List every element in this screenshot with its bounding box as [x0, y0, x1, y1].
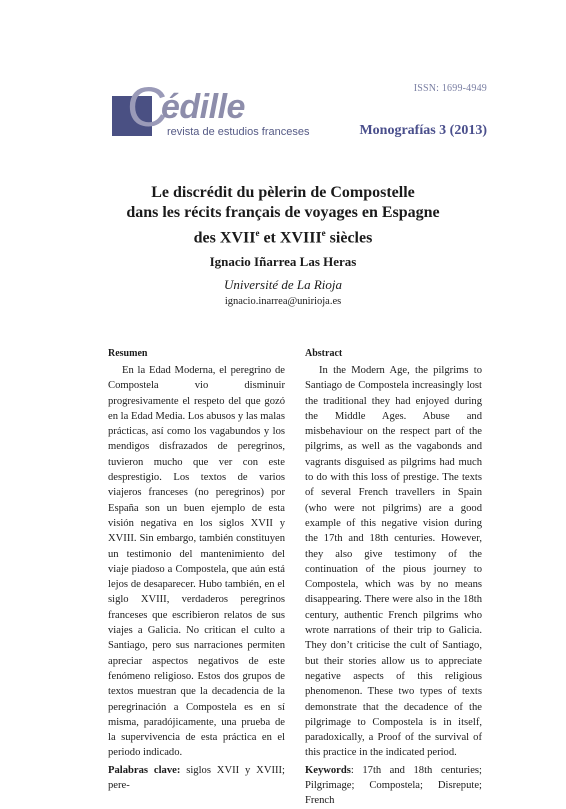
article-title	[60, 183, 506, 248]
logo-cedilla-c-mark: C	[127, 75, 168, 138]
resumen-body: En la Edad Moderna, el peregrino de Compostela vio disminuir progresivamente el respeto del que gozó en la Edad Media. Los abusos y las malas prácticas, así como los vagabundos y los mendigos disfrazados de peregrinos, tuvieron mucho que ver con este desprestigio. Los textos de varios viajeros franceses (no peregrinos) por España son un buen ejemplo de esta visión negativa en los siglos XVII y XVIII. Sin embargo, también constituyen un testimonio del mantenimiento del viaje piadoso a Compostela, que aún está lejos de desaparecer. Hubo también, en el siglo XVIII, verdaderos peregrinos franceses que escribieron relatos de sus viajes a Galicia. No critican el culto a Santiago, pero sus narraciones permiten apreciar aspectos negativos de este fenómeno religioso. Estos dos grupos de textos muestran que la decadencia de la peregrinación a Compostela es en sí misma, paradójicamente, una prueba de la supervivencia de esta práctica en el periodo indicado.	[108, 365, 285, 759]
abstract-keywords-text: : 17th and 18th centuries; Pilgrimage; Compostela; Disrepute; French	[305, 764, 482, 807]
logo-subtitle: revista de estudios franceses	[167, 126, 310, 138]
abstract-body: In the Modern Age, the pilgrims to Santiago de Compostela increasingly lost the traditional they had enjoyed during the Middle Ages. Abuse and misbehaviour on the respect part of the pilgrims, as well as the vagabonds and vagrants disguised as pilgrims had much to do with this loss of prestige. The texts of several French travellers in Spain (who were not pilgrims) are a good example of this negative vision during the 17th and 18th centuries. However, they also give testimony of the continuation of the pious journey to Compostela, which was by no means disappearing. There were also in the 18th century, authentic French pilgrims who wrote narrations of their trip to Galicia. They don’t criticise the cult of Santiago, but their stories allow us to appreciate negative aspects of this religious phenomenon. These two types of texts demonstrate that the decadence of the pilgrimage to Compostela is in itself, paradoxically, a Proof of the survival of this practice in the indicated period.	[305, 365, 482, 759]
issn-label: ISSN: 1699-4949	[413, 83, 487, 94]
resumen-keywords-label: Palabras clave:	[108, 764, 181, 776]
title-line-3: des XVIIe et XVIIIe siècles	[193, 228, 373, 247]
journal-logo	[109, 75, 329, 150]
title-line-1: Le discrédit du pèlerin de Compostelle	[151, 184, 415, 201]
author-name: Ignacio Iñarrea Las Heras	[209, 254, 357, 269]
monograph-label: Monografías 3 (2013)	[359, 123, 487, 138]
author-affiliation: Université de La Rioja	[223, 277, 343, 292]
abstract-column	[305, 348, 482, 809]
author-email: ignacio.inarrea@unirioja.es	[224, 296, 342, 307]
abstract-keywords	[305, 763, 482, 809]
resumen-heading: Resumen	[108, 348, 148, 359]
abstract-heading: Abstract	[305, 348, 343, 359]
resumen-keywords-text: siglos XVII y XVIII; pere-	[108, 764, 285, 792]
resumen-column	[108, 348, 285, 793]
logo-wordmark: édille	[161, 88, 245, 126]
title-line-2: dans les récits français de voyages en Espagne	[126, 204, 440, 221]
resumen-keywords	[108, 763, 285, 794]
abstract-keywords-label: Keywords	[305, 764, 351, 776]
